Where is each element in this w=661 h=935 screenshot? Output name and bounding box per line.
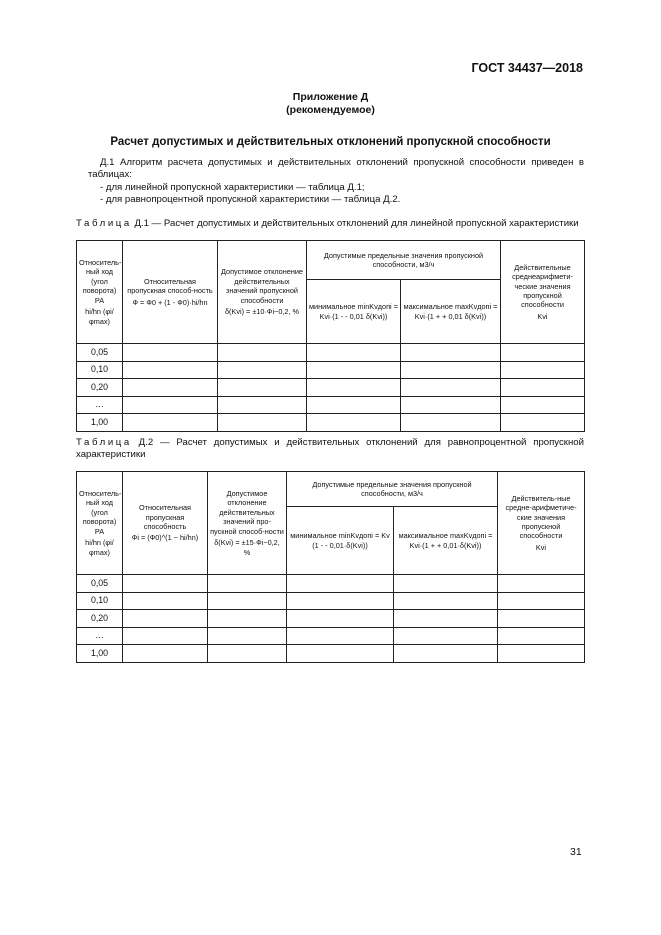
table-cell <box>287 575 394 593</box>
table-cell <box>123 592 208 610</box>
appendix-heading <box>0 91 661 117</box>
table-cell <box>401 379 501 397</box>
table-cell <box>307 361 401 379</box>
table-cell <box>498 575 585 593</box>
table-cell <box>394 627 498 645</box>
table1-row-value: 0,10 <box>77 361 123 379</box>
table2-header-row-1 <box>77 472 585 507</box>
table2-caption-text: Д.2 — Расчет допустимых и действительных отклонений для равнопроцентной пропускной характеристики <box>76 437 584 461</box>
table-cell <box>401 414 501 432</box>
table-cell <box>501 396 585 414</box>
table1-col2-header <box>123 241 218 344</box>
table2-col3-formula: δ(Kvi) = ±15·Фi−0,2, % <box>214 538 280 557</box>
table2-row-value: 1,00 <box>77 645 123 663</box>
table1-row-value: 1,00 <box>77 414 123 432</box>
table-cell <box>498 610 585 628</box>
section-title: Расчет допустимых и действительных отклонений пропускной способности <box>110 136 551 148</box>
table-cell <box>123 344 218 362</box>
table1-caption <box>76 218 584 230</box>
table-cell <box>287 610 394 628</box>
table1-header-row-1 <box>77 241 585 280</box>
table-cell <box>123 627 208 645</box>
table-row <box>77 344 585 362</box>
table-cell <box>394 610 498 628</box>
table1-col2-formula: Ф = Ф0 + (1 - Ф0)·hi/hn <box>132 297 208 307</box>
table1-row-value: … <box>77 396 123 414</box>
table-row <box>77 645 585 663</box>
table-cell <box>218 379 307 397</box>
table-cell <box>401 396 501 414</box>
table-cell <box>123 575 208 593</box>
table-row <box>77 361 585 379</box>
intro-list-item-1: - для линейной пропускной характеристики — таблица Д.1; <box>100 181 365 193</box>
table-cell <box>123 414 218 432</box>
table1-col4-header: минимальное minKvдопi = Kvi·(1 - - 0,01 δ(Kvi)) <box>307 280 401 344</box>
table2 <box>76 471 585 663</box>
table-cell <box>401 361 501 379</box>
table-row <box>77 396 585 414</box>
table1-col6-formula: Kvi <box>537 311 548 321</box>
table-cell <box>498 627 585 645</box>
table-cell <box>307 414 401 432</box>
intro-paragraph: Д.1 Алгоритм расчета допустимых и действительных отклонений пропускной способности приведен в таблицах: <box>88 157 584 181</box>
table2-col2-formula: Фi = (Ф0)^(1 − hi/hn) <box>131 533 199 543</box>
table-cell <box>208 645 287 663</box>
table-cell <box>501 414 585 432</box>
table-cell <box>307 344 401 362</box>
table-cell <box>218 396 307 414</box>
table-cell <box>498 645 585 663</box>
table2-col2-header <box>123 472 208 575</box>
table1-col6-header <box>501 241 585 344</box>
table-cell <box>123 610 208 628</box>
table-cell <box>123 396 218 414</box>
table-cell <box>401 344 501 362</box>
table-cell <box>394 575 498 593</box>
table2-col1-label: Относитель-ный ход (угол поворота) РА <box>79 489 122 536</box>
table-cell <box>123 379 218 397</box>
table2-row-value: 0,20 <box>77 610 123 628</box>
table2-col1-header <box>77 472 123 575</box>
table1-col45-group-header: Допустимые предельные значения пропускной способности, м3/ч <box>307 241 501 280</box>
table2-row-value: 0,05 <box>77 575 123 593</box>
table-cell <box>208 592 287 610</box>
table1-col5-header: максимальное maxKvдопi = Kvi·(1 + + 0,01 δ(Kvi)) <box>401 280 501 344</box>
table-cell <box>123 645 208 663</box>
table-row <box>77 414 585 432</box>
table-cell <box>501 361 585 379</box>
table-cell <box>287 627 394 645</box>
table1-col3-formula: δ(Kvi) = ±10·Фi−0,2, % <box>224 307 300 317</box>
table1-col1-header <box>77 241 123 344</box>
table-row <box>77 610 585 628</box>
table-cell <box>501 344 585 362</box>
table-cell <box>394 592 498 610</box>
table-cell <box>394 645 498 663</box>
table1-row-value: 0,05 <box>77 344 123 362</box>
table2-col6-label: Действитель-ные средне-арифметиче-ские значения пропускной способности <box>505 493 577 541</box>
intro-list-item-2: - для равнопроцентной пропускной характеристики — таблица Д.2. <box>100 194 401 206</box>
table2-col45-group-header: Допустимые предельные значения пропускной способности, м3/ч <box>287 472 498 507</box>
table1-col6-label: Действительные среднеарифмети-ческие значения пропускной способности <box>512 262 573 310</box>
table-row <box>77 575 585 593</box>
table2-col3-header <box>208 472 287 575</box>
table1-col3-label: Допустимое отклонение действительных значений пропускной способности <box>221 267 303 305</box>
table-cell <box>208 610 287 628</box>
table2-row-value: 0,10 <box>77 592 123 610</box>
table1-caption-text: Д.1 — Расчет допустимых и действительных отклонений для линейной пропускной характеристики <box>131 218 579 229</box>
appendix-subtitle: (рекомендуемое) <box>286 104 375 116</box>
page-number: 31 <box>570 846 582 858</box>
appendix-title: Приложение Д <box>292 91 369 103</box>
table-cell <box>307 379 401 397</box>
table-cell <box>218 414 307 432</box>
table-row <box>77 379 585 397</box>
table-cell <box>501 379 585 397</box>
intro-text <box>88 157 584 207</box>
table2-col1-formula: hi/hn (φi/φmax) <box>85 538 114 557</box>
table-cell <box>123 361 218 379</box>
table2-row-value: … <box>77 627 123 645</box>
table-cell <box>208 575 287 593</box>
table-cell <box>287 592 394 610</box>
table2-col5-header: максимальное maxKvдопi = Kvi·(1 + + 0,01·δ(Kvi)) <box>394 507 498 575</box>
table1-col1-label: Относитель-ный ход (угол поворота) РА <box>79 258 122 305</box>
table1-col3-header <box>218 241 307 344</box>
table-cell <box>218 361 307 379</box>
table2-caption <box>76 437 584 462</box>
table-cell <box>287 645 394 663</box>
table2-col3-label: Допустимое отклонение действительных значений про-пускной способ-ности <box>210 489 284 536</box>
table1 <box>76 240 585 432</box>
table-cell <box>218 344 307 362</box>
table-cell <box>208 627 287 645</box>
table1-col2-label: Относительная пропускная способ-ность <box>127 276 213 296</box>
table-cell <box>498 592 585 610</box>
table-row <box>77 592 585 610</box>
table2-caption-word: Таблица <box>76 437 132 448</box>
table2-col6-formula: Kvi <box>535 542 547 552</box>
table1-row-value: 0,20 <box>77 379 123 397</box>
table2-col4-header: минимальное minKvдопi = Kv (1 - - 0,01·δ(Kvi)) <box>287 507 394 575</box>
table-cell <box>307 396 401 414</box>
table1-col1-formula: hi/hn (φi/φmax) <box>85 307 114 326</box>
table2-col6-header <box>498 472 585 575</box>
table2-col2-label: Относительная пропускная способность <box>138 503 191 531</box>
table-row <box>77 627 585 645</box>
standard-number: ГОСТ 34437—2018 <box>471 61 583 75</box>
table1-caption-word: Таблица <box>76 218 132 229</box>
